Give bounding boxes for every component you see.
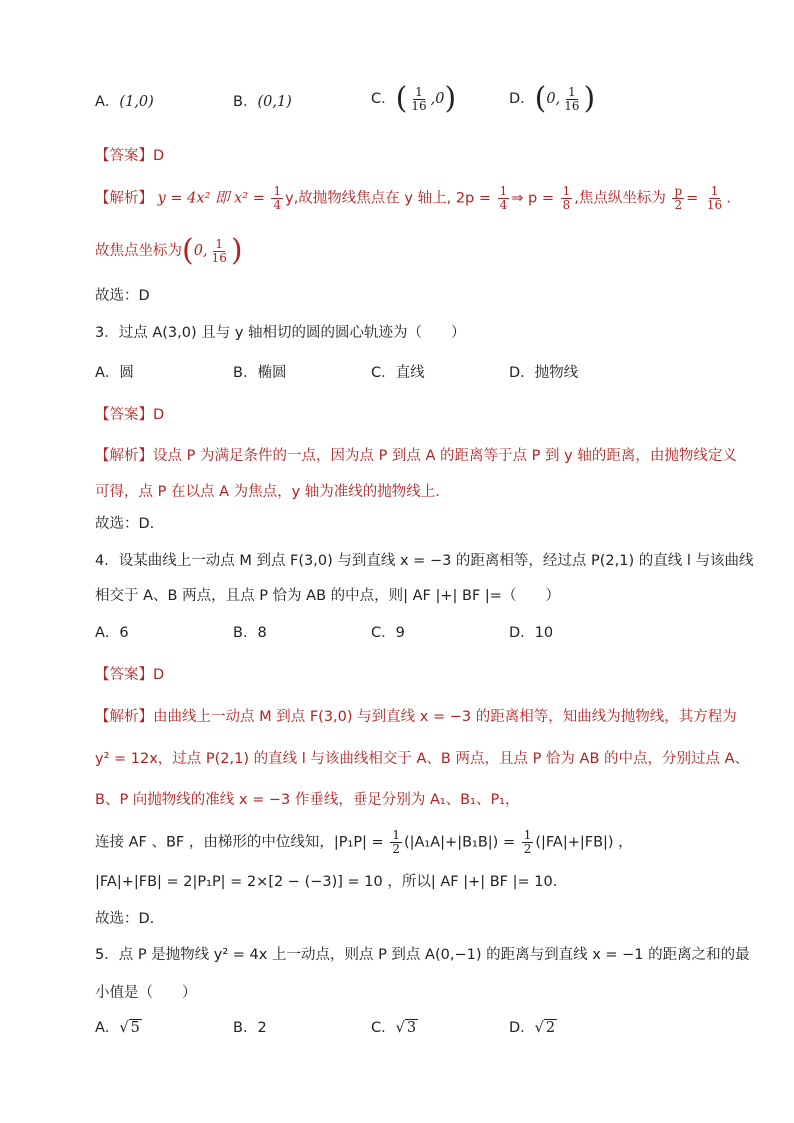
q2-choice: 故选：D bbox=[95, 288, 150, 304]
q4-analysis-4: 连接 AF 、BF ，由梯形的中位线知，|P₁P| = $\frac{1}{2}$ (|A₁A|+|B₁B|) = $\frac{1}{2}$ (|FA|+|FB|) ， bbox=[95, 828, 633, 856]
q4-option-a: A．6 bbox=[95, 625, 129, 641]
q4-choice: 故选：D. bbox=[95, 911, 155, 927]
q4-analysis-1: 【解析】由曲线上一动点 M 到点 F(3,0) 与到直线 x = −3 的距离相等，知曲线为抛物线，其方程为 bbox=[95, 709, 737, 725]
q4-option-c: C．9 bbox=[371, 625, 405, 641]
q3-option-a: A．圆 bbox=[95, 365, 134, 381]
q5-option-c: C．√ 3 bbox=[371, 1020, 417, 1036]
q5-option-a: A．√ 5 bbox=[95, 1020, 140, 1036]
q3-stem: 3．过点 A(3,0) 且与 y 轴相切的圆的圆心轨迹为（ ） bbox=[95, 325, 466, 341]
q4-analysis-2: y² = 12x，过点 P(2,1) 的直线 l 与该曲线相交于 A、B 两点，且点 P 恰为 AB 的中点，分别过点 A、 bbox=[95, 751, 750, 767]
q2-answer: 【答案】D bbox=[95, 148, 165, 164]
q4-analysis-3: B、P 向抛物线的准线 x = −3 作垂线，垂足分别为 A₁、B₁、P₁， bbox=[95, 792, 520, 808]
q3-analysis-1: 【解析】设点 P 为满足条件的一点，因为点 P 到点 A 的距离等于点 P 到 y 轴的距离，由抛物线定义 bbox=[95, 448, 737, 464]
q5-stem-2: 小值是（ ） bbox=[95, 985, 197, 1001]
q4-option-d: D．10 bbox=[509, 625, 554, 641]
q5-option-d: D．√ 2 bbox=[509, 1020, 556, 1036]
q3-option-d: D．抛物线 bbox=[509, 365, 579, 381]
q3-option-b: B．椭圆 bbox=[233, 365, 287, 381]
q4-analysis-5: |FA|+|FB| = 2|P₁P| = 2×[2 − (−3)] = 10 ，所以| AF |+| BF |= 10. bbox=[95, 874, 558, 890]
q3-analysis-2: 可得，点 P 在以点 A 为焦点，y 轴为准线的抛物线上. bbox=[95, 484, 440, 500]
q4-stem-2: 相交于 A、B 两点，且点 P 恰为 AB 的中点，则| AF |+| BF |=（ ） bbox=[95, 588, 560, 604]
q2-analysis: 【解析】 y = 4x² 即 x² = $\frac{1}{4}$ y,故抛物线焦点在 y 轴上, 2p = $\frac{1}{4}$ ⇒ p = $\frac{1}{8}$ ,焦点纵坐标为 $\frac{p}{2}$ = $\frac{1}{16}$ . bbox=[95, 184, 731, 212]
q5-stem-1: 5．点 P 是抛物线 y² = 4x 上一动点，则点 P 到点 A(0,−1) 的距离与到直线 x = −1 的距离之和的最 bbox=[95, 947, 750, 963]
q2-option-d: D．(0, $\frac{1}{16}$ ) bbox=[509, 81, 596, 116]
q3-choice: 故选：D. bbox=[95, 516, 155, 532]
q3-answer: 【答案】D bbox=[95, 407, 165, 423]
q4-option-b: B．8 bbox=[233, 625, 267, 641]
q2-option-c: C．( $\frac{1}{16}$ ,0) bbox=[371, 81, 457, 116]
q2-analysis-line2: 故焦点坐标为(0, $\frac{1}{16}$ ) bbox=[95, 233, 243, 268]
q4-answer: 【答案】D bbox=[95, 667, 165, 683]
q4-stem-1: 4．设某曲线上一动点 M 到点 F(3,0) 与到直线 x = −3 的距离相等，经过点 P(2,1) 的直线 l 与该曲线 bbox=[95, 553, 754, 569]
q2-option-a: A．(1,0) bbox=[95, 94, 154, 110]
q5-option-b: B．2 bbox=[233, 1020, 267, 1036]
q3-option-c: C．直线 bbox=[371, 365, 425, 381]
q2-option-b: B．(0,1) bbox=[233, 94, 292, 110]
